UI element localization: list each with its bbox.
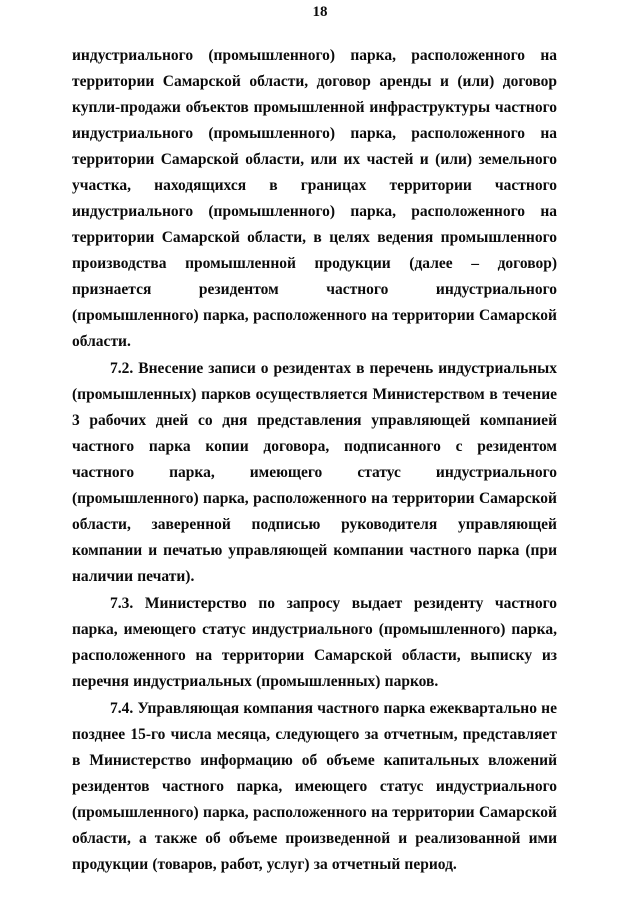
page-number: 18 xyxy=(312,4,328,20)
paragraph-7-2: 7.2. Внесение записи о резидентах в перечень индустриальных (промышленных) парков осуществляется Министерством в течение 3 рабочих дней со дня представления управляющей компанией частного парка копии договора, подписанного с резидентом частного парка, имеющего статус индустриального (промышленного) парка, расположенного на территории Самарской области, заверенной подписью руководителя управляющей компании и печатью управляющей компании частного парка (при наличии печати). xyxy=(72,360,557,585)
paragraph-7-4: 7.4. Управляющая компания частного парка ежеквартально не позднее 15-го числа месяца, следующего за отчетным, представляет в Министерство информацию об объеме капитальных вложений резидентов частного парка, имеющего статус индустриального (промышленного) парка, расположенного на территории Самарской области, а также об объеме произведенной и реализованной ими продукции (товаров, работ, услуг) за отчетный период. xyxy=(72,700,557,873)
paragraph-7-1-continuation: индустриального (промышленного) парка, расположенного на территории Самарской области, договор аренды и (или) договор купли-продажи объектов промышленной инфраструктуры частного индустриального (промышленного) парка, расположенного на территории Самарской области, или их частей и (или) земельного участка, находящихся в границах территории частного индустриального (промышленного) парка, расположенного на территории Самарской области, в целях ведения промышленного производства промышленной продукции (далее – договор) признается резидентом частного индустриального (промышленного) парка, расположенного на территории Самарской области. xyxy=(72,47,557,350)
paragraph-7-3: 7.3. Министерство по запросу выдает резиденту частного парка, имеющего статус индустриального (промышленного) парка, расположенного на территории Самарской области, выписку из перечня индустриальных (промышленных) парков. xyxy=(72,595,557,690)
document-body xyxy=(72,43,557,878)
